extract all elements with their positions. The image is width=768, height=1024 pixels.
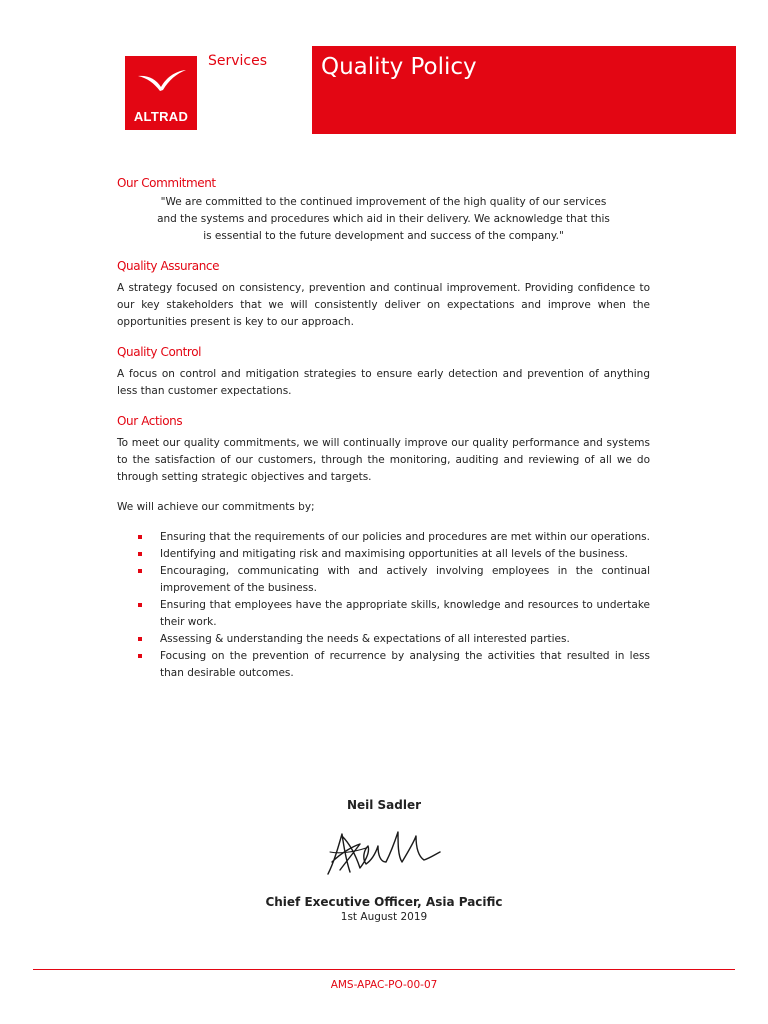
commitments-list — [135, 529, 650, 682]
logo-wordmark: ALTRAD — [133, 109, 189, 124]
list-item — [135, 529, 650, 546]
actions-text: To meet our quality commitments, we will continually improve our quality performance and systems to the satisfaction of our customers, through the monitoring, auditing and reviewing of all we do through setting strategic objectives and targets. — [117, 437, 650, 483]
signature-image — [320, 822, 450, 882]
commitment-quote: "We are committed to the continued improvement of the high quality of our services and the systems and procedures which aid in their delivery. We acknowledge that this is essential to the future development and success of the company." — [157, 196, 610, 242]
page-title: Quality Policy — [321, 54, 477, 80]
actions-intro: We will achieve our commitments by; — [117, 501, 315, 513]
quality-assurance-text: A strategy focused on consistency, prevention and continual improvement. Providing confidence to our key stakeholders that we will consistently deliver on expectations and improve when the opportunities present is key to our approach. — [117, 282, 650, 328]
list-item-text: Ensuring that employees have the appropriate skills, knowledge and resources to undertake their work. — [160, 599, 650, 628]
quality-control-text: A focus on control and mitigation strategies to ensure early detection and prevention of anything less than customer expectations. — [117, 368, 650, 397]
list-item-text: Ensuring that the requirements of our policies and procedures are met within our operations. — [160, 531, 650, 543]
footer-divider — [33, 969, 735, 970]
bullet-icon — [138, 654, 142, 658]
signer-title: Chief Executive Officer, Asia Pacific — [265, 895, 503, 909]
bullet-icon — [138, 637, 142, 641]
bullet-icon — [138, 552, 142, 556]
list-item-text: Focusing on the prevention of recurrence by analysing the activities that resulted in less than desirable outcomes. — [160, 650, 650, 679]
document-reference: AMS-APAC-PO-00-07 — [330, 979, 438, 991]
division-label: Services — [208, 53, 268, 69]
sign-date: 1st August 2019 — [340, 911, 428, 923]
policy-body — [117, 175, 650, 682]
list-item — [135, 631, 650, 648]
altrad-logo — [125, 56, 197, 130]
signer-name: Neil Sadler — [346, 798, 422, 812]
heading-quality-assurance: Quality Assurance — [117, 259, 220, 273]
heading-actions: Our Actions — [117, 414, 183, 428]
title-banner — [312, 46, 736, 134]
list-item — [135, 648, 650, 682]
bird-icon — [134, 62, 188, 98]
list-item — [135, 563, 650, 597]
list-item-text: Assessing & understanding the needs & expectations of all interested parties. — [160, 633, 570, 645]
bullet-icon — [138, 569, 142, 573]
bullet-icon — [138, 603, 142, 607]
heading-commitment: Our Commitment — [117, 176, 216, 190]
heading-quality-control: Quality Control — [117, 345, 202, 359]
list-item-text: Encouraging, communicating with and actively involving employees in the continual improvement of the business. — [160, 565, 650, 594]
list-item — [135, 546, 650, 563]
bullet-icon — [138, 535, 142, 539]
list-item-text: Identifying and mitigating risk and maximising opportunities at all levels of the business. — [160, 548, 629, 560]
list-item — [135, 597, 650, 631]
